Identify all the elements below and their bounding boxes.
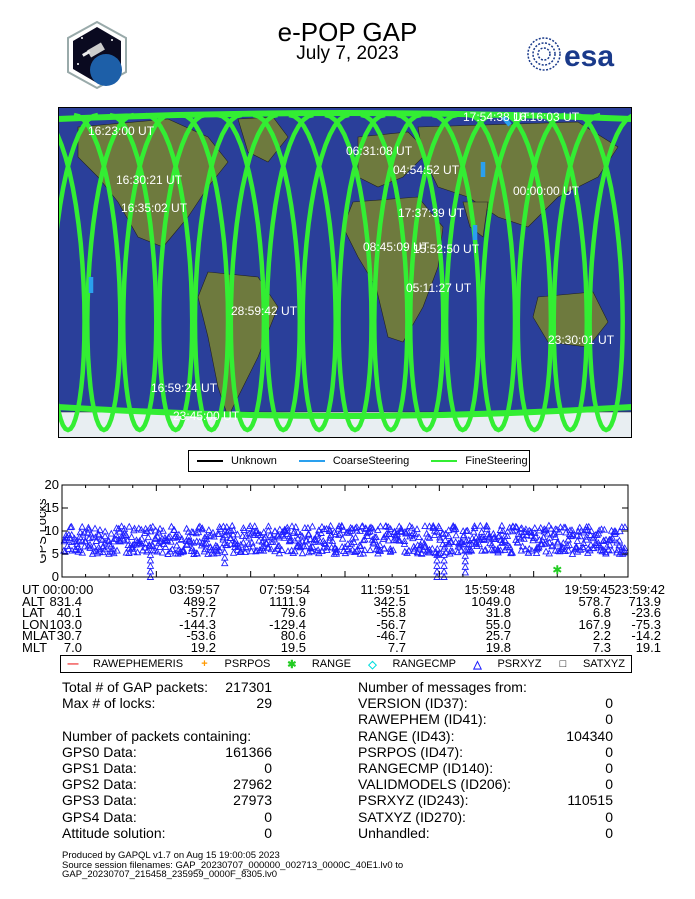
stat-label: RANGE (ID43): bbox=[358, 727, 455, 744]
stat-value: 104340 bbox=[566, 727, 613, 744]
table-row bbox=[10, 639, 670, 655]
psrxyz-point bbox=[340, 536, 346, 542]
table-cell: 19.8 bbox=[485, 639, 511, 655]
row-label: ALT bbox=[22, 593, 45, 609]
stat-value: 0 bbox=[605, 808, 613, 825]
table-row bbox=[10, 593, 670, 609]
legend-coarse-label: CoarseSteering bbox=[332, 455, 410, 467]
psrxyz-point bbox=[235, 531, 241, 537]
map-time-label: 04:54:52 UT bbox=[393, 163, 460, 177]
gps-legend-item bbox=[366, 658, 456, 671]
gps-legend-label: PSRPOS bbox=[224, 658, 271, 670]
row-label: MLAT bbox=[22, 628, 56, 643]
table-cell: -55.8 bbox=[376, 605, 406, 620]
stat-label: GPS4 Data: bbox=[62, 808, 137, 825]
stat-label: Unhandled: bbox=[358, 824, 430, 841]
stat-value: 0 bbox=[605, 824, 613, 841]
legend-coarse-swatch bbox=[299, 460, 325, 462]
y-tick-label: 0 bbox=[51, 569, 59, 584]
stat-row bbox=[358, 792, 618, 808]
psrxyz-point bbox=[160, 550, 166, 556]
stat-label: PSRPOS (ID47): bbox=[358, 743, 464, 760]
gps-legend-item bbox=[286, 658, 351, 671]
stat-row bbox=[62, 679, 322, 695]
stat-value: 0 bbox=[605, 776, 613, 793]
stat-value: 27973 bbox=[233, 792, 272, 809]
stat-value: 27962 bbox=[233, 776, 272, 793]
map-time-label: 06:31:08 UT bbox=[346, 144, 413, 158]
row-label: LAT bbox=[22, 605, 45, 620]
stat-value: 110515 bbox=[567, 792, 613, 809]
psrxyz-point bbox=[79, 524, 85, 530]
page-date: July 7, 2023 bbox=[296, 43, 399, 64]
stat-value: 0 bbox=[605, 711, 613, 728]
y-tick-label: 5 bbox=[51, 546, 59, 561]
psrxyz-point bbox=[126, 524, 132, 530]
legend-marker-icon: + bbox=[201, 658, 208, 670]
esa-logo bbox=[526, 36, 636, 72]
stat-value: 0 bbox=[264, 759, 272, 776]
stat-row bbox=[62, 711, 322, 727]
stat-row bbox=[358, 744, 618, 760]
legend-unknown bbox=[189, 455, 277, 467]
mission-logo bbox=[62, 20, 132, 90]
map-time-label: 28:59:42 UT bbox=[231, 304, 298, 318]
y-axis-label: GPS Locks bbox=[40, 498, 49, 564]
gps-message-legend bbox=[60, 655, 632, 673]
stat-row bbox=[62, 809, 322, 825]
table-cell: -23.6 bbox=[631, 605, 661, 620]
table-cell: -129.4 bbox=[269, 616, 306, 632]
legend-unknown-label: Unknown bbox=[231, 455, 277, 467]
stat-label: RAWEPHEM (ID41): bbox=[358, 711, 487, 728]
table-cell: 2.2 bbox=[592, 628, 611, 643]
table-cell: 79.6 bbox=[280, 605, 306, 620]
table-cell: -46.7 bbox=[376, 628, 406, 643]
psrxyz-point bbox=[145, 534, 151, 540]
map-time-label: 17:37:39 UT bbox=[398, 206, 465, 220]
psrxyz-point bbox=[622, 524, 628, 530]
x-tick-label: 03:59:57 bbox=[169, 582, 220, 597]
stat-row bbox=[62, 728, 322, 744]
map-time-label: 05:11:27 UT bbox=[406, 281, 472, 295]
map-time-label: 08:45:09 UT bbox=[363, 240, 430, 254]
x-tick-row bbox=[10, 584, 670, 596]
gps-legend-label: RANGECMP bbox=[392, 658, 456, 670]
legend-marker-icon: ◇ bbox=[368, 658, 377, 671]
psrxyz-point bbox=[92, 525, 98, 531]
psrxyz-point bbox=[281, 535, 287, 541]
stat-row bbox=[62, 744, 322, 760]
table-cell: 1111.9 bbox=[269, 593, 306, 609]
gps-legend-item bbox=[199, 658, 271, 670]
orbit-legend bbox=[188, 450, 530, 472]
stat-label: VALIDMODELS (ID206): bbox=[358, 776, 512, 793]
psrxyz-point bbox=[477, 523, 483, 529]
legend-coarse bbox=[291, 455, 409, 467]
legend-marker-icon: ✱ bbox=[287, 658, 297, 671]
psrxyz-point bbox=[309, 523, 315, 529]
table-cell: 19.5 bbox=[280, 639, 306, 655]
gps-locks-chart bbox=[40, 475, 640, 590]
psrxyz-point bbox=[265, 527, 271, 533]
map-time-label: 16:30:21 UT bbox=[116, 173, 183, 187]
psrxyz-point bbox=[222, 560, 228, 566]
x-tick-label: 15:59:48 bbox=[464, 582, 515, 597]
x-tick-label: 11:59:51 bbox=[360, 582, 410, 597]
gps-legend-label: SATXYZ bbox=[582, 658, 625, 670]
gps-legend-label: RAWEPHEMERIS bbox=[93, 658, 184, 670]
table-cell: -75.3 bbox=[631, 616, 661, 632]
stat-row bbox=[62, 760, 322, 776]
gps-legend-item bbox=[557, 658, 625, 670]
map-time-label: 00:00:00 UT bbox=[513, 184, 580, 198]
map-time-label: 16:16:03 UT bbox=[513, 110, 580, 124]
range-point: ✱ bbox=[552, 563, 563, 578]
psrxyz-point bbox=[174, 542, 180, 548]
table-cell: 1049.0 bbox=[471, 593, 511, 609]
psrxyz-point bbox=[377, 523, 383, 529]
stat-row bbox=[358, 760, 618, 776]
psrxyz-point bbox=[108, 531, 114, 537]
stat-value: 29 bbox=[256, 695, 272, 712]
map-time-label: 15:52:50 UT bbox=[413, 242, 480, 256]
table-cell: 103.0 bbox=[49, 616, 82, 632]
stat-label: SATXYZ (ID270): bbox=[358, 808, 466, 825]
stat-row bbox=[358, 728, 618, 744]
table-cell: 6.8 bbox=[592, 605, 611, 620]
psrxyz-point bbox=[453, 532, 459, 538]
table-cell: 713.9 bbox=[628, 593, 661, 609]
legend-fine bbox=[423, 455, 527, 467]
stat-value: 0 bbox=[264, 808, 272, 825]
psrxyz-point bbox=[206, 527, 212, 533]
stat-row bbox=[62, 695, 322, 711]
map-time-label: 16:35:02 UT bbox=[121, 201, 188, 215]
footer bbox=[62, 851, 662, 880]
stat-label: RANGECMP (ID140): bbox=[358, 759, 494, 776]
table-cell: 342.5 bbox=[373, 593, 406, 609]
psrxyz-point bbox=[414, 526, 420, 532]
table-row bbox=[10, 607, 670, 619]
stat-value: 0 bbox=[605, 743, 613, 760]
stat-label: PSRXYZ (ID243): bbox=[358, 792, 469, 809]
page-title: e-POP GAP bbox=[277, 17, 418, 47]
table-cell: 578.7 bbox=[578, 593, 611, 609]
stat-value: 0 bbox=[264, 824, 272, 841]
packet-stats bbox=[62, 679, 322, 841]
table-cell: 31.8 bbox=[485, 605, 511, 620]
table-cell: -14.2 bbox=[631, 628, 661, 643]
table-cell: 80.6 bbox=[280, 628, 306, 643]
stat-label: Attitude solution: bbox=[62, 824, 166, 841]
psrxyz-point bbox=[229, 523, 235, 529]
legend-marker-icon: — bbox=[67, 658, 79, 670]
stat-label: Max # of locks: bbox=[62, 695, 156, 712]
table-cell: 831.4 bbox=[49, 593, 82, 609]
map-time-label: 17:54:38 UT bbox=[463, 110, 530, 124]
stat-row bbox=[358, 695, 618, 711]
stat-value: 0 bbox=[605, 695, 613, 712]
stat-label: GPS3 Data: bbox=[62, 792, 137, 809]
legend-unknown-swatch bbox=[197, 460, 223, 462]
stat-row bbox=[358, 809, 618, 825]
message-stats bbox=[358, 679, 618, 841]
psrxyz-point bbox=[499, 523, 505, 529]
psrxyz-point bbox=[471, 529, 477, 535]
psrxyz-point bbox=[299, 550, 305, 556]
table-cell: 7.0 bbox=[63, 639, 82, 655]
stat-label: GPS2 Data: bbox=[62, 776, 137, 793]
stat-value: 161366 bbox=[225, 743, 272, 760]
psrxyz-point bbox=[97, 527, 103, 533]
table-cell: 25.7 bbox=[485, 628, 511, 643]
stat-label: Number of packets containing: bbox=[62, 727, 252, 744]
stat-row bbox=[358, 825, 618, 841]
legend-fine-swatch bbox=[431, 460, 457, 462]
stat-value: 0 bbox=[605, 759, 613, 776]
table-row bbox=[10, 616, 670, 632]
map-time-label: 16:59:24 UT bbox=[151, 381, 218, 395]
x-tick-label: UT 00:00:00 bbox=[22, 582, 94, 597]
footer-source-1: Source session filenames: GAP_20230707_000000_002713_0000C_40E1.lv0 to bbox=[62, 859, 404, 871]
table-cell: 40.1 bbox=[56, 605, 82, 620]
row-label: LON bbox=[22, 616, 49, 632]
stat-value: 217301 bbox=[225, 679, 272, 695]
x-tick-label: 07:59:54 bbox=[259, 582, 310, 597]
row-label: MLT bbox=[22, 639, 48, 655]
stat-row bbox=[62, 776, 322, 792]
table-cell: -56.7 bbox=[376, 616, 406, 632]
stat-label: VERSION (ID37): bbox=[358, 695, 468, 712]
stat-row bbox=[62, 825, 322, 841]
ephemeris-table bbox=[10, 584, 670, 653]
gps-legend-label: RANGE bbox=[311, 658, 351, 670]
psrxyz-point bbox=[129, 534, 135, 540]
stat-row bbox=[62, 792, 322, 808]
table-cell: -144.3 bbox=[179, 616, 216, 632]
stat-label: GPS1 Data: bbox=[62, 759, 137, 776]
table-cell: 489.2 bbox=[183, 593, 216, 609]
stat-row bbox=[358, 776, 618, 792]
table-row bbox=[10, 630, 670, 642]
y-tick-label: 20 bbox=[44, 477, 59, 492]
stat-row bbox=[358, 679, 618, 695]
x-tick-label: 23:59:42 bbox=[614, 582, 665, 597]
psrxyz-point bbox=[577, 525, 583, 531]
footer-produced: Produced by GAPQL v1.7 on Aug 15 19:00:05 2023 bbox=[62, 850, 280, 861]
legend-marker-icon: □ bbox=[559, 658, 567, 670]
table-cell: 55.0 bbox=[485, 616, 511, 632]
footer-source-2: GAP_20230707_215458_235959_0000F_8305.lv0 bbox=[62, 869, 278, 880]
table-cell: 19.1 bbox=[635, 639, 661, 655]
gps-legend-item bbox=[67, 658, 183, 670]
orbit-map bbox=[58, 107, 632, 438]
table-cell: 167.9 bbox=[578, 616, 611, 632]
map-time-label: 23:30:01 UT bbox=[548, 333, 615, 347]
svg-text:esa: esa bbox=[564, 40, 615, 72]
gps-legend-item bbox=[471, 658, 541, 671]
legend-marker-icon: △ bbox=[473, 658, 482, 671]
table-cell: 19.2 bbox=[190, 639, 216, 655]
table-cell: 7.3 bbox=[592, 639, 611, 655]
stat-label: GPS0 Data: bbox=[62, 743, 137, 760]
legend-fine-label: FineSteering bbox=[465, 455, 528, 467]
table-cell: 7.7 bbox=[387, 639, 406, 655]
table-cell: -53.6 bbox=[186, 628, 216, 643]
map-time-label: 16:23:00 UT bbox=[88, 124, 155, 138]
y-tick-label: 15 bbox=[44, 500, 59, 515]
stat-row bbox=[358, 711, 618, 727]
gps-legend-label: PSRXYZ bbox=[497, 658, 542, 670]
stat-label: Total # of GAP packets: bbox=[62, 679, 209, 695]
psrxyz-series bbox=[61, 523, 628, 580]
psrxyz-point bbox=[367, 547, 373, 553]
stat-label: Number of messages from: bbox=[358, 679, 527, 695]
x-tick-label: 19:59:45 bbox=[564, 582, 615, 597]
y-tick-label: 10 bbox=[44, 523, 59, 538]
table-cell: 30.7 bbox=[56, 628, 82, 643]
table-cell: -57.7 bbox=[186, 605, 216, 620]
map-time-label: 23:45:00 UT bbox=[173, 409, 240, 423]
